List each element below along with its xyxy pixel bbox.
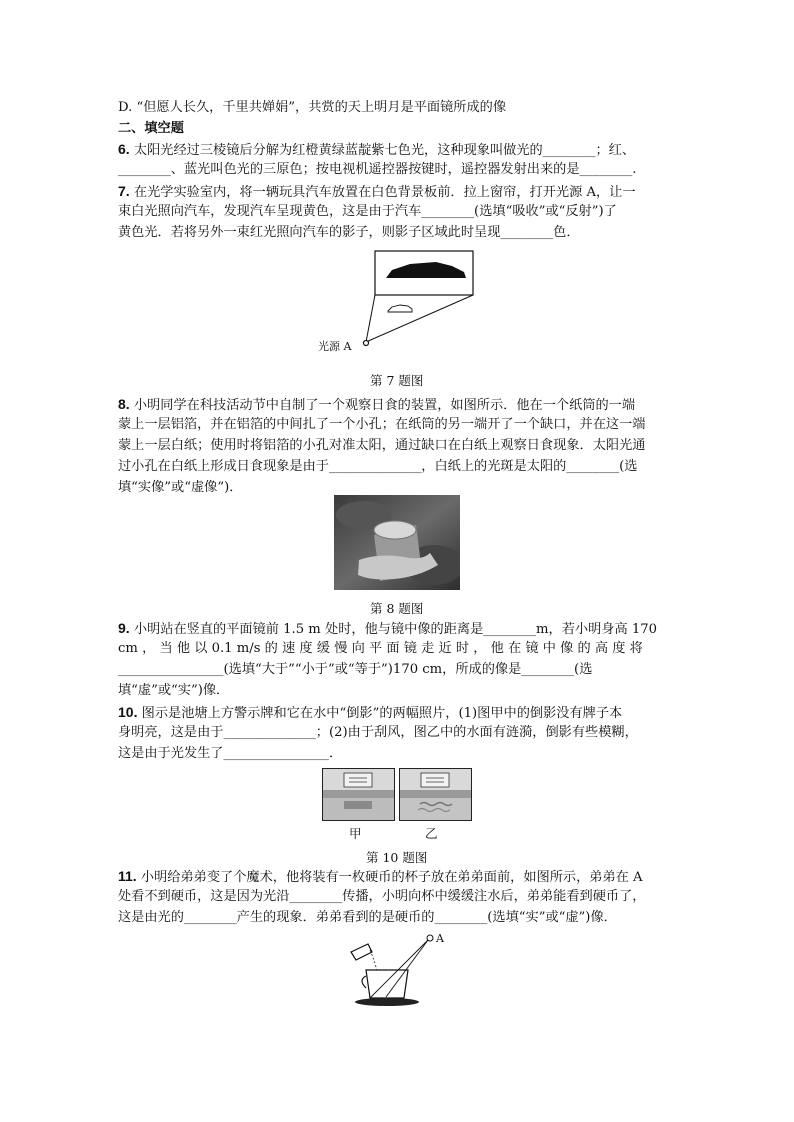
question-7 <box>118 183 636 201</box>
question-text: 太阳光经过三棱镜后分解为红橙黄绿蓝靛紫七色光，这种现象叫做光的________；红、 <box>133 143 636 158</box>
question-text-line: 身明亮，这是由于______________；(2)由于刮风，图乙中的水面有涟漪，倒影有些模糊， <box>118 725 638 740</box>
question-text-line: 这是由光的________产生的现象．弟弟看到的是硬币的________(选填“实”或“虚”)像． <box>118 910 617 925</box>
question-number: 11. <box>118 868 137 884</box>
question-text-line: ________________(选填“大于”“小于”或“等于”)170 cm，所成的像是________(选 <box>118 662 593 677</box>
figure-8-caption: 第 8 题图 <box>370 601 424 616</box>
figure-8-photo <box>334 495 460 590</box>
photo-jia <box>323 769 395 821</box>
label-jia: 甲 <box>349 826 362 841</box>
question-text: 小明站在竖直的平面镜前 1.5 m 处时，他与镜中像的距离是________m，若小明身高 170 <box>133 622 657 637</box>
figure-7-caption: 第 7 题图 <box>370 373 424 388</box>
section-heading: 二、填空题 <box>118 120 184 135</box>
question-text-line: 蒙上一层白纸；使用时将铝箔的小孔对准太阳，通过缺口在白纸上观察日食现象．太阳光通 <box>118 438 646 453</box>
question-text-line: 填“虚”或“实”)像． <box>118 683 230 698</box>
light-source-label: 光源 A <box>318 340 352 353</box>
question-text: 图示是池塘上方警示牌和它在水中“倒影”的两幅照片，(1)图甲中的倒影没有牌子本 <box>141 706 623 721</box>
question-6 <box>118 141 635 159</box>
question-number: 8. <box>118 396 130 412</box>
question-text-line: 处看不到硬币，这是因为光沿________传播，小明向杯中缓缓注水后，弟弟能看到硬币了， <box>118 889 646 904</box>
figure-11-cup-diagram <box>346 930 446 1010</box>
question-text-line: ________、蓝光叫色光的三原色；按电视机遥控器按键时，遥控器发射出来的是________. <box>118 162 637 177</box>
question-10 <box>118 704 622 722</box>
question-text: 小明给弟弟变了个魔术，他将装有一枚硬币的杯子放在弟弟面前，如图所示，弟弟在 A <box>140 870 643 885</box>
question-number: 7. <box>118 183 130 199</box>
question-text-line: 束白光照向汽车，发现汽车呈现黄色，这是由于汽车________(选填“吸收”或“反射”)了 <box>118 204 617 219</box>
question-text-line: 蒙上一层铝箔，并在铝箔的中间扎了一个小孔；在纸筒的另一端开了一个缺口，并在这一端 <box>118 417 646 432</box>
question-text-line: 黄色光．若将另外一束红光照向汽车的影子，则影子区域此时呈现________色． <box>118 225 580 240</box>
question-number: 6. <box>118 141 130 157</box>
question-text-line: cm ， 当 他 以 0.1 m/s 的 速 度 缓 慢 向 平 面 镜 走 近 时 ， 他 在 镜 中 像 的 高 度 将 <box>118 641 643 656</box>
question-text-line: 填“实像”或“虚像”)． <box>118 480 243 495</box>
question-11 <box>118 868 643 886</box>
option-d-line: D. “但愿人长久，千里共婵娟”，共赏的天上明月是平面镜所成的像 <box>118 100 507 115</box>
question-text: 小明同学在科技活动节中自制了一个观察日食的装置，如图所示．他在一个纸筒的一端 <box>133 398 636 413</box>
question-text: 在光学实验室内，将一辆玩具汽车放置在白色背景板前．拉上窗帘，打开光源 A，让一 <box>133 185 636 200</box>
question-text-line: 这是由于光发生了________________． <box>118 746 343 761</box>
question-text-line: 过小孔在白纸上形成日食现象是由于______________，白纸上的光斑是太阳的________(选 <box>118 459 638 474</box>
figure-10-photos <box>322 768 472 822</box>
point-a-label: A <box>436 932 444 945</box>
figure-7-car-diagram <box>318 250 478 352</box>
label-yi: 乙 <box>425 826 438 841</box>
question-9 <box>118 620 657 638</box>
photo-yi <box>400 769 472 821</box>
question-number: 10. <box>118 704 138 720</box>
figure-10-caption: 第 10 题图 <box>366 850 428 865</box>
question-number: 9. <box>118 620 130 636</box>
question-8 <box>118 396 635 414</box>
